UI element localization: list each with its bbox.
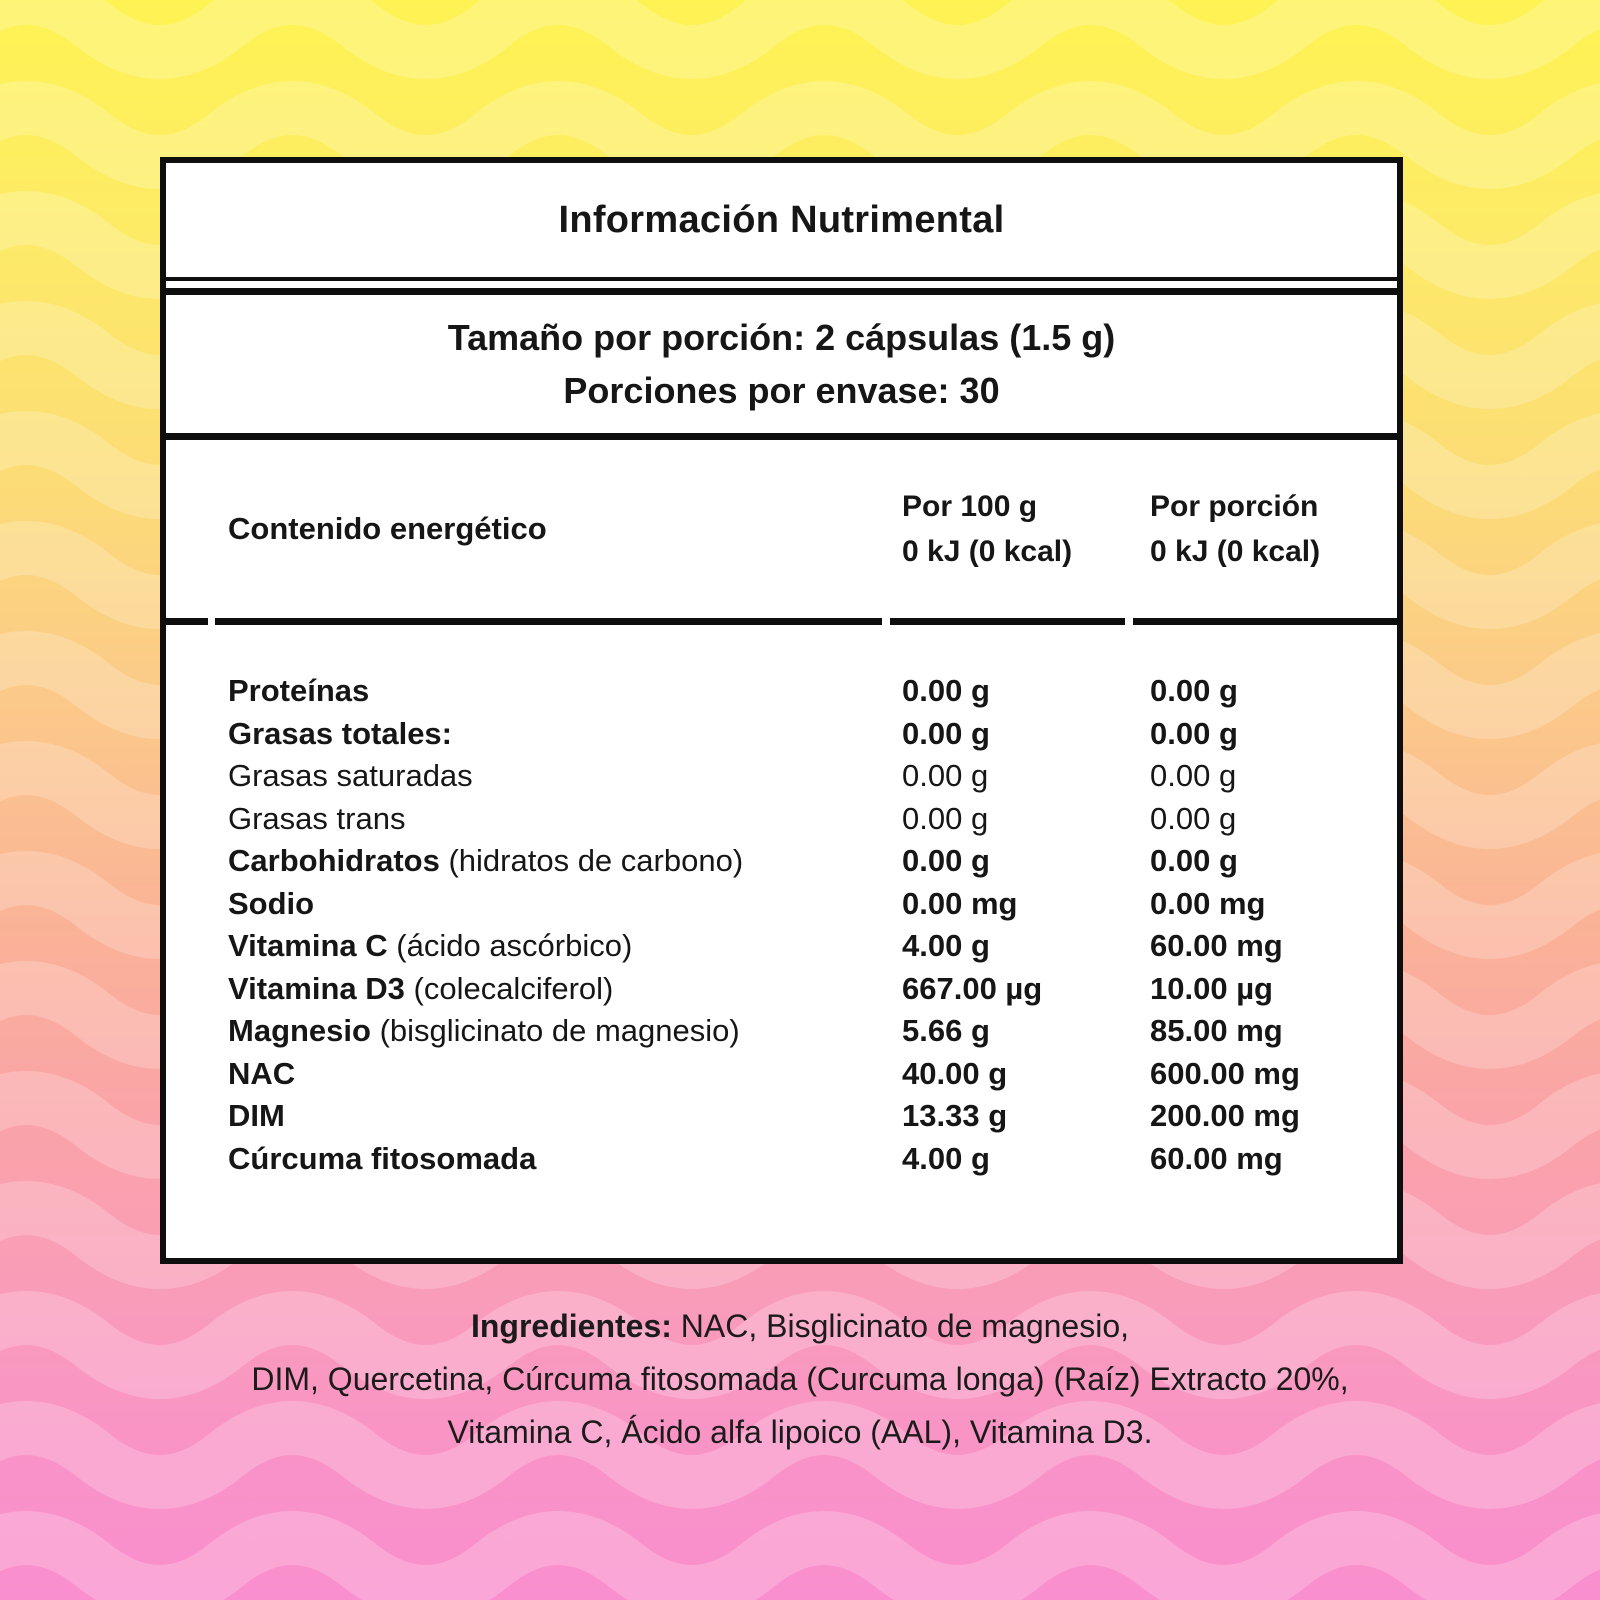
col-header-per-100g: [902, 484, 1150, 574]
energy-content-label: Contenido energético: [228, 511, 547, 546]
panel-title: Información Nutrimental: [166, 163, 1397, 281]
nutrient-row-nac: NAC 40.00 g 600.00 mg: [228, 1055, 1300, 1091]
col-header-per-100g-line1: Por 100 g: [902, 490, 1038, 523]
col-header-per-portion-line2: 0 kJ (0 kcal): [1150, 535, 1321, 568]
nutrition-panel: [160, 157, 1403, 1264]
energy-header-row: [166, 440, 1397, 618]
col-header-per-portion-line1: Por porción: [1150, 490, 1319, 523]
nutrient-row-vitamina-d3: Vitamina D3 (colecalciferol) 667.00 µg 10.00 µg: [228, 970, 1273, 1006]
nutrient-row-magnesio: Magnesio (bisglicinato de magnesio) 5.66 g 85.00 mg: [228, 1013, 1283, 1048]
serving-section: [166, 288, 1397, 440]
nutrient-row-proteinas: Proteínas 0.00 g 0.00 g: [228, 673, 1238, 708]
ingredients-line-1: Ingredientes: NAC, Bisglicinato de magnesio,: [470, 1308, 1130, 1344]
ingredients-text: [0, 1300, 1600, 1459]
nutrient-row-carbohidratos: Carbohidratos (hidratos de carbono) 0.00 g 0.00 g: [228, 843, 1238, 878]
servings-per-container-line: Porciones por envase: 30: [563, 370, 1000, 411]
segmented-divider: [166, 618, 1397, 625]
ingredients-label: Ingredientes:: [470, 1308, 672, 1344]
nutrient-row-grasas-trans: Grasas trans 0.00 g 0.00 g: [228, 800, 1237, 836]
nutrient-row-vitamina-c: Vitamina C (ácido ascórbico) 4.00 g 60.00 mg: [228, 928, 1283, 963]
nutrient-row-grasas-totales: Grasas totales: 0.00 g 0.00 g: [228, 715, 1238, 751]
divider-gap: [166, 281, 1397, 288]
ingredients-line-2: DIM, Quercetina, Cúrcuma fitosomada (Curcuma longa) (Raíz) Extracto 20%,: [251, 1361, 1349, 1397]
ingredients-line-3: Vitamina C, Ácido alfa lipoico (AAL), Vitamina D3.: [447, 1414, 1153, 1450]
col-header-per-100g-line2: 0 kJ (0 kcal): [902, 535, 1073, 568]
nutrient-row-sodio: Sodio 0.00 mg 0.00 mg: [228, 885, 1266, 921]
nutrient-row-grasas-saturadas: Grasas saturadas 0.00 g 0.00 g: [228, 758, 1237, 793]
nutrient-row-dim: DIM 13.33 g 200.00 mg: [228, 1098, 1300, 1133]
col-header-per-portion: [1150, 484, 1397, 574]
serving-size-line: Tamaño por porción: 2 cápsulas (1.5 g): [447, 317, 1116, 358]
nutrient-table: [166, 625, 1397, 1258]
nutrient-row-curcuma: Cúrcuma fitosomada 4.00 g 60.00 mg: [228, 1140, 1283, 1176]
